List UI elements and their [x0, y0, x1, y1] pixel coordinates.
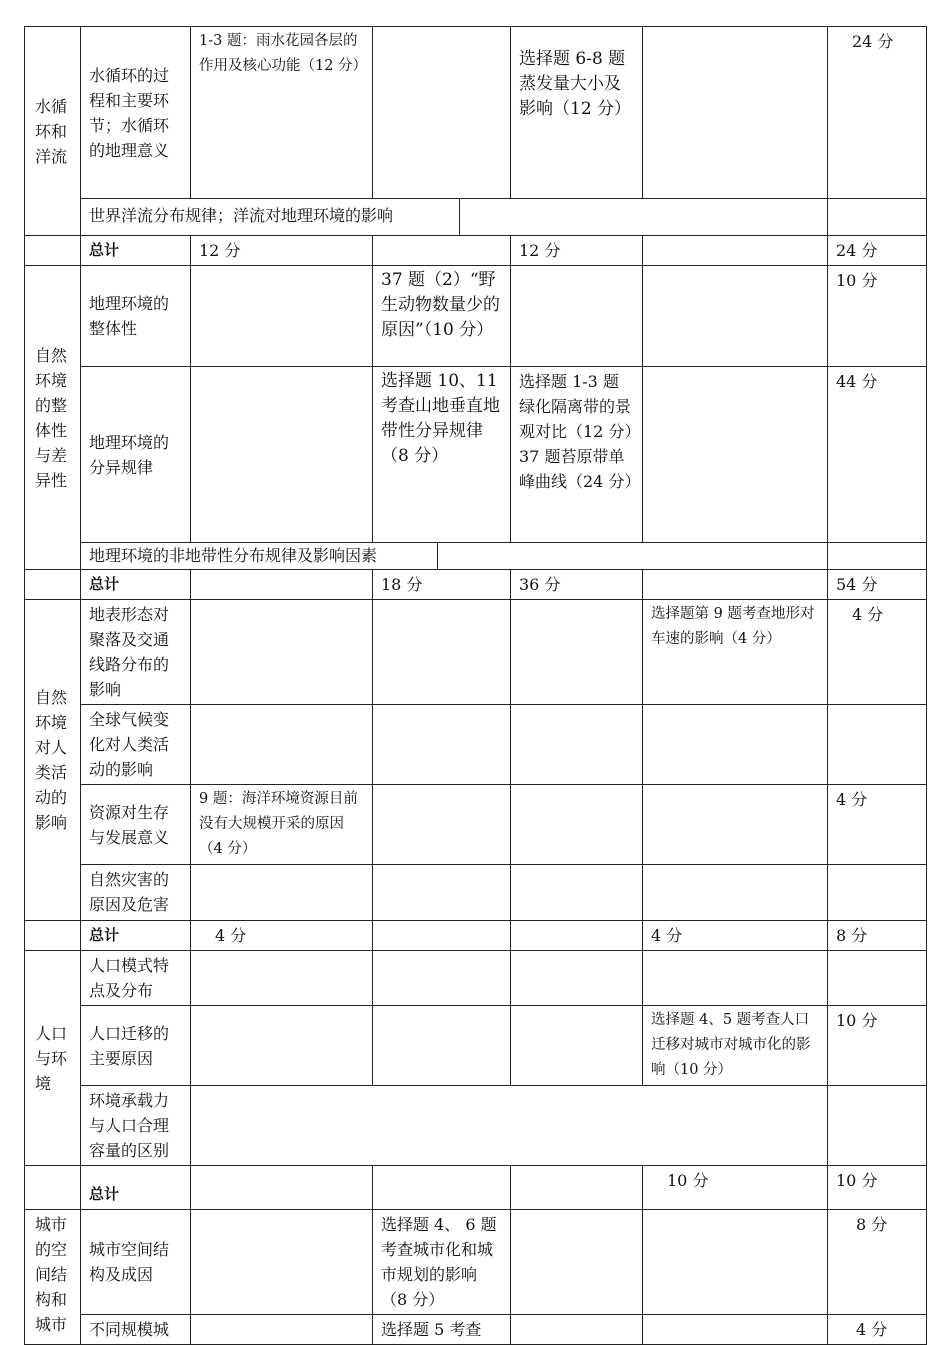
empty-cell — [643, 236, 828, 266]
empty-cell — [25, 570, 81, 600]
empty-cell — [373, 236, 511, 266]
empty-cell — [643, 785, 828, 865]
empty-cell — [828, 865, 927, 921]
empty-cell — [511, 266, 643, 367]
empty-cell — [511, 705, 643, 785]
topic-cell: 人口迁移的主要原因 — [81, 1006, 191, 1086]
total-cell: 4 分 — [828, 600, 927, 705]
empty-cell — [25, 921, 81, 951]
sum-total-cell: 8 分 — [828, 921, 927, 951]
empty-cell — [373, 27, 511, 199]
table-row — [25, 1210, 927, 1315]
sum-cell: 12 分 — [191, 236, 373, 266]
score-analysis-table-page — [24, 26, 926, 1345]
topic-cell: 全球气候变化对人类活动的影响 — [81, 705, 191, 785]
sum-label: 总计 — [81, 921, 191, 951]
empty-cell — [511, 921, 643, 951]
empty-cell — [511, 865, 643, 921]
total-cell: 8 分 — [828, 1210, 927, 1315]
topic-cell: 地表形态对聚落及交通线路分布的影响 — [81, 600, 191, 705]
empty-cell — [191, 600, 373, 705]
topic-cell: 地理环境的整体性 — [81, 266, 191, 367]
sum-cell: 4 分 — [191, 921, 373, 951]
empty-cell — [643, 705, 828, 785]
table-row — [25, 1006, 927, 1086]
category-cell: 水循环和洋流 — [25, 27, 81, 236]
sum-cell: 10 分 — [643, 1166, 828, 1210]
sum-total-cell: 24 分 — [828, 236, 927, 266]
table-row — [25, 1315, 927, 1345]
total-cell: 4 分 — [828, 785, 927, 865]
empty-cell — [191, 266, 373, 367]
empty-cell — [191, 705, 373, 785]
question-cell: 选择题 5 考查 — [373, 1315, 511, 1345]
sum-cell: 4 分 — [643, 921, 828, 951]
empty-cell — [643, 1210, 828, 1315]
empty-cell — [643, 367, 828, 543]
sum-label: 总计 — [81, 1166, 191, 1210]
empty-cell — [828, 543, 927, 570]
sum-row — [25, 570, 927, 600]
table-row — [25, 705, 927, 785]
empty-cell — [373, 951, 511, 1006]
table-row — [25, 367, 927, 543]
sum-label: 总计 — [81, 570, 191, 600]
empty-cell — [643, 865, 828, 921]
total-cell: 24 分 — [828, 27, 927, 199]
empty-cell — [828, 1086, 927, 1166]
table-row — [25, 865, 927, 921]
empty-cell — [373, 865, 511, 921]
category-cell: 自然环境对人类活动的影响 — [25, 600, 81, 921]
total-cell: 10 分 — [828, 1006, 927, 1086]
empty-cell — [191, 865, 373, 921]
empty-cell — [191, 1006, 373, 1086]
empty-cell — [191, 1315, 373, 1345]
empty-cell — [25, 236, 81, 266]
empty-cell — [373, 1006, 511, 1086]
table-row — [25, 199, 927, 236]
sum-row — [25, 921, 927, 951]
category-cell: 城市的空间结构和城市 — [25, 1210, 81, 1345]
empty-cell — [191, 367, 373, 543]
table-row — [25, 951, 927, 1006]
topic-cell: 自然灾害的原因及危害 — [81, 865, 191, 921]
empty-cell — [511, 951, 643, 1006]
topic-split-cell — [81, 199, 828, 236]
empty-cell — [828, 705, 927, 785]
question-cell: 选择题 6-8 题蒸发量大小及影响（12 分） — [511, 27, 643, 199]
empty-cell — [373, 600, 511, 705]
question-text: 37 题苔原带单峰曲线（24 分） — [519, 447, 641, 491]
table-row — [25, 27, 927, 199]
topic-split-cell — [81, 543, 828, 570]
sum-cell: 12 分 — [511, 236, 643, 266]
total-cell: 44 分 — [828, 367, 927, 543]
empty-cell — [191, 570, 373, 600]
empty-cell — [191, 1210, 373, 1315]
sum-row — [25, 236, 927, 266]
topic-cell: 水循环的过程和主要环节；水循环的地理意义 — [81, 27, 191, 199]
sum-total-cell: 10 分 — [828, 1166, 927, 1210]
empty-cell — [511, 1315, 643, 1345]
empty-cell — [191, 951, 373, 1006]
question-cell: 9 题：海洋环境资源目前没有大规模开采的原因（4 分） — [191, 785, 373, 865]
question-cell: 选择题 4、5 题考查人口迁移对城市对城市化的影响（10 分） — [643, 1006, 828, 1086]
empty-cell — [643, 27, 828, 199]
empty-cell — [438, 543, 454, 569]
empty-cell — [511, 600, 643, 705]
topic-cell: 资源对生存与发展意义 — [81, 785, 191, 865]
table-row — [25, 600, 927, 705]
empty-cell — [373, 1166, 511, 1210]
total-cell: 10 分 — [828, 266, 927, 367]
topic-cell: 地理环境的非地带性分布规律及影响因素 — [81, 543, 438, 569]
table-row — [25, 785, 927, 865]
empty-cell — [373, 921, 511, 951]
empty-cell — [460, 199, 476, 235]
question-cell: 选择题 4、 6 题考查城市化和城市规划的影响（8 分） — [373, 1210, 511, 1315]
table-row — [25, 543, 927, 570]
question-cell — [511, 367, 643, 543]
sum-row — [25, 1166, 927, 1210]
empty-cell — [191, 1086, 828, 1166]
table-row — [25, 266, 927, 367]
question-cell: 选择题 10、11 考查山地垂直地带性分异规律（8 分） — [373, 367, 511, 543]
empty-cell — [643, 570, 828, 600]
question-text: 选择题 1-3 题绿化隔离带的景观对比（12 分） — [519, 372, 641, 441]
sum-total-cell: 54 分 — [828, 570, 927, 600]
sum-cell: 36 分 — [511, 570, 643, 600]
empty-cell — [511, 1166, 643, 1210]
topic-cell: 人口模式特点及分布 — [81, 951, 191, 1006]
empty-cell — [511, 1006, 643, 1086]
score-analysis-table — [24, 26, 927, 1345]
empty-cell — [511, 785, 643, 865]
sum-cell: 18 分 — [373, 570, 511, 600]
empty-cell — [373, 705, 511, 785]
topic-cell: 不同规模城 — [81, 1315, 191, 1345]
question-cell: 37 题（2）“野生动物数量少的原因”（10 分） — [373, 266, 511, 367]
sum-label: 总计 — [81, 236, 191, 266]
table-row — [25, 1086, 927, 1166]
topic-cell: 城市空间结构及成因 — [81, 1210, 191, 1315]
category-cell: 人口与环境 — [25, 951, 81, 1166]
empty-cell — [373, 785, 511, 865]
topic-cell: 环境承载力与人口合理容量的区别 — [81, 1086, 191, 1166]
question-cell: 1-3 题：雨水花园各层的作用及核心功能（12 分） — [191, 27, 373, 199]
empty-cell — [828, 199, 927, 236]
empty-cell — [643, 1315, 828, 1345]
category-cell: 自然环境的整体性与差异性 — [25, 266, 81, 570]
empty-cell — [643, 266, 828, 367]
empty-cell — [25, 1166, 81, 1210]
total-cell: 4 分 — [828, 1315, 927, 1345]
topic-cell: 地理环境的分异规律 — [81, 367, 191, 543]
empty-cell — [191, 1166, 373, 1210]
empty-cell — [828, 951, 927, 1006]
empty-cell — [511, 1210, 643, 1315]
topic-cell: 世界洋流分布规律；洋流对地理环境的影响 — [81, 199, 460, 235]
empty-cell — [643, 951, 828, 1006]
question-cell: 选择题第 9 题考查地形对车速的影响（4 分） — [643, 600, 828, 705]
